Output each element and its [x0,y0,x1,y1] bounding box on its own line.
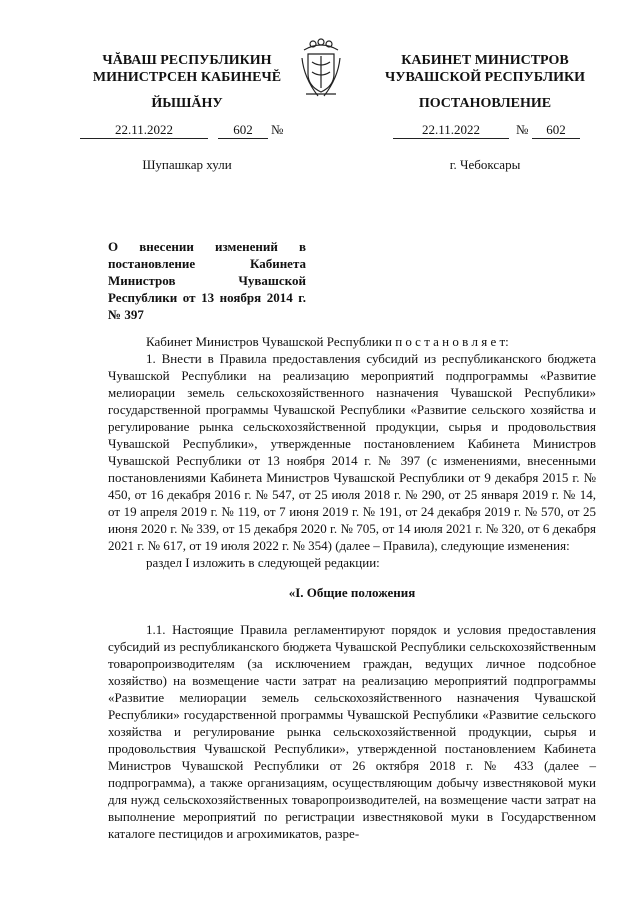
left-header-line1: ЧĂВАШ РЕСПУБЛИКИН [102,53,272,68]
right-number-sign: № [516,122,529,137]
left-number: 602 [218,122,268,139]
right-doc-type: ПОСТАНОВЛЕНИЕ [418,96,552,111]
body-paragraph-3: раздел I изложить в следующей редакции: [146,555,380,570]
left-city: Шупашкар хули [142,157,232,172]
body-paragraph-1: Кабинет Министров Чувашской Республики п о с т а н о в л я е т: [146,334,509,349]
right-header [374,52,596,86]
body-paragraph-2: 1. Внести в Правила предоставления субсидий из республиканского бюджета Чувашской Республики на реализацию мероприятий подпрограммы «Развитие мелиорации земель сельскохозяйственного назначения Чувашской Республики» государственной программы Чувашской Республики «Развитие сельского хозяйства и регулирование рынка сельскохозяйственной продукции, сырья и продовольствия Чувашской Республики», утвержденные постановлением Кабинета Министров Чувашской Республики от 13 ноября 2014 г. № 397 (с изменениями, внесенными постановлениями Кабинета Министров Чувашской Республики от 9 декабря 2015 г. № 450, от 16 декабря 2016 г. № 547, от 25 июля 2018 г. № 290, от 25 января 2019 г. № 14, от 19 апреля 2019 г. № 119, от 7 июня 2019 г. № 191, от 24 декабря 2019 г. № 570, от 25 июня 2020 г. № 339, от 15 декабря 2020 г. № 705, от 14 июля 2021 г. № 320, от 6 декабря 2021 г. № 617, от 19 июля 2022 г. № 354) (далее – Правила), следующие изменения: [108,351,596,553]
document-body [108,333,596,842]
document-title: О внесении изменений в постановление Кабинета Министров Чувашской Республики от 13 ноября 2014 г. № 397 [108,239,306,322]
left-header-line2: МИНИСТРСЕН КАБИНЕЧĔ [92,70,282,85]
right-date: 22.11.2022 [393,122,509,139]
left-header [62,52,312,86]
right-header-line2: ЧУВАШСКОЙ РЕСПУБЛИКИ [384,70,586,85]
section-heading: «I. Общие положения [288,585,416,600]
right-header-line1: КАБИНЕТ МИНИСТРОВ [401,53,569,68]
left-doc-type: ЙЫШĂНУ [151,96,223,111]
right-number: 602 [532,122,580,139]
left-number-sign: № [271,122,284,137]
coat-of-arms-emblem [298,38,344,100]
body-paragraph-4: 1.1. Настоящие Правила регламентируют порядок и условия предоставления субсидий из республиканского бюджета Чувашской Республики сельскохозяйственным товаропроизводителям (за исключением граждан, ведущих личное подсобное хозяйство) на возмещение части затрат на реализацию мероприятий подпрограммы «Развитие мелиорации земель сельскохозяйственного назначения Чувашской Республики» государственной программы Чувашской Республики «Развитие сельского хозяйства и регулирование рынка сельскохозяйственной продукции, сырья и продовольствия Чувашской Республики», утвержденной постановлением Кабинета Министров Чувашской Республики от 26 октября 2018 г. № 433 (далее – подпрограмма), а также организациям, осуществляющим добычу известняковой муки для нужд сельскохозяйственных товаропроизводителей, на возмещение части затрат на выполнение мероприятий по регистрации известняковой муки в Государственном каталоге пестицидов и агрохимикатов, разре- [108,622,596,841]
left-date: 22.11.2022 [80,122,208,139]
right-city: г. Чебоксары [449,157,521,172]
